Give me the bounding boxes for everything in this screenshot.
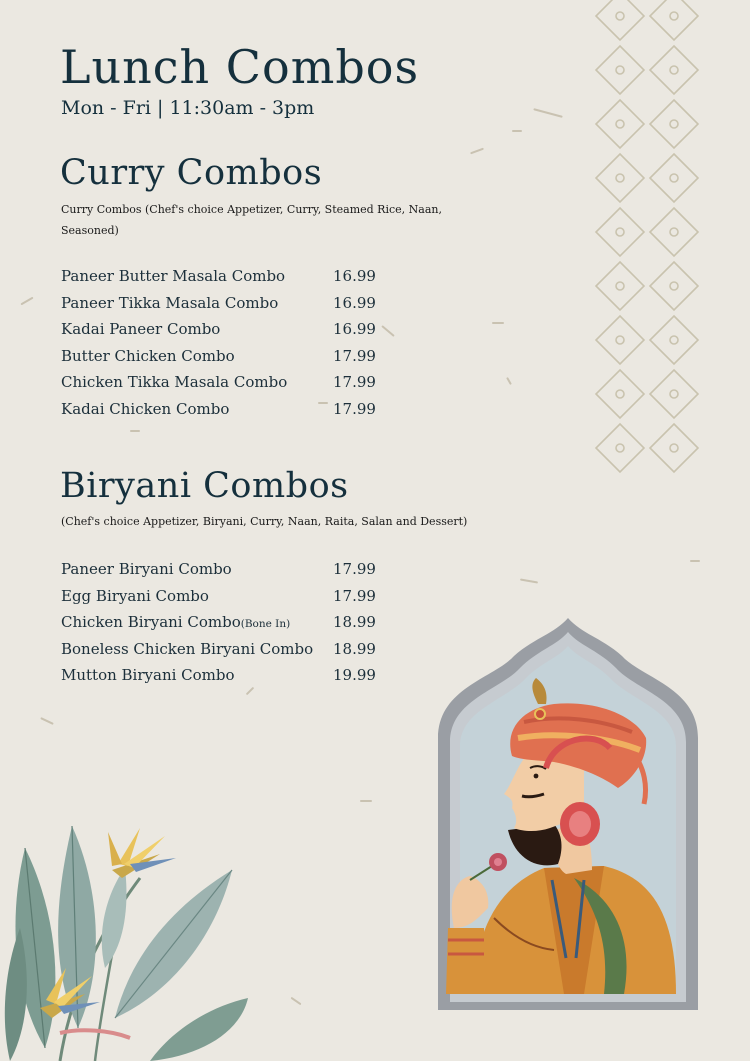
service-hours: Mon - Fri | 11:30am - 3pm (61, 97, 315, 119)
paper-texture (130, 430, 140, 432)
item-name: Paneer Butter Masala Combo (61, 267, 286, 285)
item-price: 17.99 (333, 586, 376, 605)
menu-item (61, 640, 391, 667)
menu-item (61, 560, 391, 587)
item-price: 17.99 (333, 560, 376, 578)
paper-texture (512, 130, 522, 132)
menu-item (61, 613, 391, 640)
menu-item (61, 400, 391, 427)
menu-item (61, 587, 391, 614)
paper-texture (470, 148, 484, 155)
item-price: 18.99 (333, 613, 376, 632)
item-price: 17.99 (333, 399, 376, 418)
item-name: Mutton Biryani Combo (61, 666, 235, 685)
item-note: (Bone In) (240, 618, 291, 631)
paper-texture (506, 377, 512, 385)
paper-texture (40, 717, 54, 725)
menu-item (61, 666, 391, 693)
item-price: 17.99 (333, 346, 376, 365)
item-price: 19.99 (333, 666, 376, 685)
plant-illustration (0, 818, 260, 1061)
item-name: Paneer Biryani Combo (61, 560, 232, 578)
item-name: Egg Biryani Combo (61, 586, 209, 605)
item-name: Kadai Chicken Combo (61, 399, 230, 418)
biryani-section-title: Biryani Combos (60, 466, 349, 506)
paper-texture (492, 322, 504, 324)
item-price: 18.99 (333, 639, 376, 658)
paper-texture (520, 578, 538, 583)
item-name: Boneless Chicken Biryani Combo (61, 639, 314, 658)
curry-menu-list (61, 267, 391, 427)
menu-item (61, 294, 391, 321)
item-price: 16.99 (333, 267, 376, 285)
biryani-section-description: (Chef's choice Appetizer, Biryani, Curry, Naan, Raita, Salan and Dessert) (61, 515, 468, 528)
paper-texture (360, 800, 372, 802)
biryani-menu-list (61, 560, 391, 693)
page-title: Lunch Combos (60, 40, 420, 94)
curry-section-title: Curry Combos (60, 153, 323, 193)
menu-item (61, 267, 391, 294)
paper-texture (291, 997, 302, 1006)
item-name: Butter Chicken Combo (61, 346, 235, 365)
curry-section-description: Curry Combos (Chef's choice Appetizer, Curry, Steamed Rice, Naan, Seasoned) (61, 203, 442, 237)
item-price: 16.99 (333, 293, 376, 312)
item-name: Chicken Tikka Masala Combo (61, 373, 288, 392)
item-price: 16.99 (333, 320, 376, 339)
diamond-lattice-icon (594, 0, 704, 480)
item-name: Paneer Tikka Masala Combo (61, 293, 279, 312)
item-name: Kadai Paneer Combo (61, 320, 221, 339)
paper-texture (20, 297, 33, 306)
menu-item (61, 320, 391, 347)
item-price: 17.99 (333, 373, 376, 392)
portrait-illustration (434, 618, 702, 1014)
paper-texture (533, 108, 562, 118)
paper-texture (690, 560, 700, 562)
menu-item (61, 373, 391, 400)
item-name: Chicken Biryani Combo(Bone In) (61, 613, 291, 632)
menu-item (61, 347, 391, 374)
